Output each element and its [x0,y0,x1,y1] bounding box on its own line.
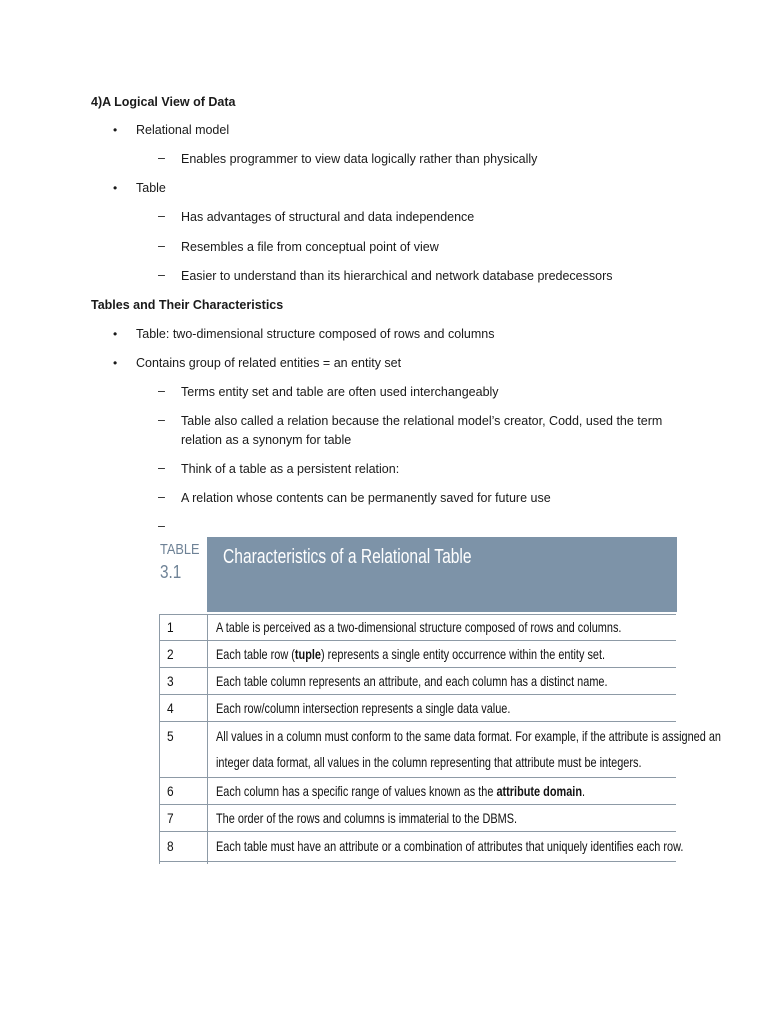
dash-icon: – [158,268,165,282]
subitem-resembles-file: Resembles a file from conceptual point of view [181,240,439,254]
dash-icon: – [158,461,165,475]
row-text: Each row/column intersection represents a single data value. [216,700,511,716]
row-text-bold: tuple [294,646,322,662]
row-number: 5 [167,728,174,744]
table-row [159,641,676,668]
row-text: Each table must have an attribute or a combination of attributes that uniquely identifies each row. [216,838,684,854]
figure-title-bar [207,537,677,612]
row-number: 6 [167,783,174,799]
table-row [159,614,676,641]
figure-label-number: 3.1 [160,562,182,582]
subitem-easier-to-understand: Easier to understand than its hierarchical and network database predecessors [181,269,613,283]
section-heading-tables: Tables and Their Characteristics [91,298,284,312]
table-figure [156,537,721,864]
table-row [159,722,721,778]
bullet-icon: • [113,123,118,137]
dash-icon: – [158,413,165,427]
bullet-table: Table [136,181,166,195]
row-number: 8 [167,838,174,854]
bullet-icon: • [113,327,118,341]
row-text-line2: integer data format, all values in the column representing that attribute must be integers. [216,754,642,770]
bullet-icon: • [113,356,118,370]
row-text: All values in a column must conform to the same data format. For example, if the attribute is assigned an [216,728,721,744]
row-text-part: Each column has a specific range of values known as the [216,783,497,799]
figure-label-word: TABLE [160,541,200,558]
subitem-structural-independence: Has advantages of structural and data independence [181,210,475,224]
figure-title: Characteristics of a Relational Table [223,546,472,568]
figure-header [156,537,677,612]
row-text-bold: attribute domain [496,783,582,799]
row-text-part: ) represents a single entity occurrence within the entity set. [321,646,606,662]
subitem-persistent-relation: Think of a table as a persistent relation: [181,462,400,476]
dash-icon: – [158,490,165,504]
subitem-view-logically: Enables programmer to view data logically rather than physically [181,152,538,166]
row-text [216,783,585,799]
dash-icon: – [158,384,165,398]
row-text: A table is perceived as a two-dimensional structure composed of rows and columns. [216,619,622,635]
row-text: Each table column represents an attribute, and each column has a distinct name. [216,673,608,689]
figure-table [156,612,721,864]
table-row [159,832,684,862]
table-row [159,695,676,722]
row-number: 2 [167,646,174,662]
subitem-interchangeably: Terms entity set and table are often used interchangeably [181,385,499,399]
bullet-relational-model: Relational model [136,123,230,137]
row-text-part: Each table row ( [216,646,295,662]
row-text: The order of the rows and columns is immaterial to the DBMS. [216,810,518,826]
section-heading-logical-view: 4)A Logical View of Data [91,95,236,109]
dash-icon: – [158,209,165,223]
subitem-permanently-saved: A relation whose contents can be permanently saved for future use [181,491,551,505]
dash-icon: – [158,519,165,533]
table-row [159,778,676,805]
row-text-part: . [581,783,586,799]
bullet-two-dimensional: Table: two-dimensional structure composed of rows and columns [136,327,495,341]
bullet-icon: • [113,181,118,195]
dash-icon: – [158,151,165,165]
dash-icon: – [158,239,165,253]
figure-label-tab [156,537,207,612]
subitem-relation-codd-line1: Table also called a relation because the relational model’s creator, Codd, used the term [181,414,663,428]
row-text [216,646,605,662]
table-row [159,805,676,832]
bullet-entity-set: Contains group of related entities = an entity set [136,356,402,370]
row-number: 4 [167,700,174,716]
row-number: 3 [167,673,174,689]
row-number: 1 [167,619,174,635]
subitem-relation-codd-line2: relation as a synonym for table [181,433,352,447]
row-number: 7 [167,810,174,826]
table-row [159,668,676,695]
